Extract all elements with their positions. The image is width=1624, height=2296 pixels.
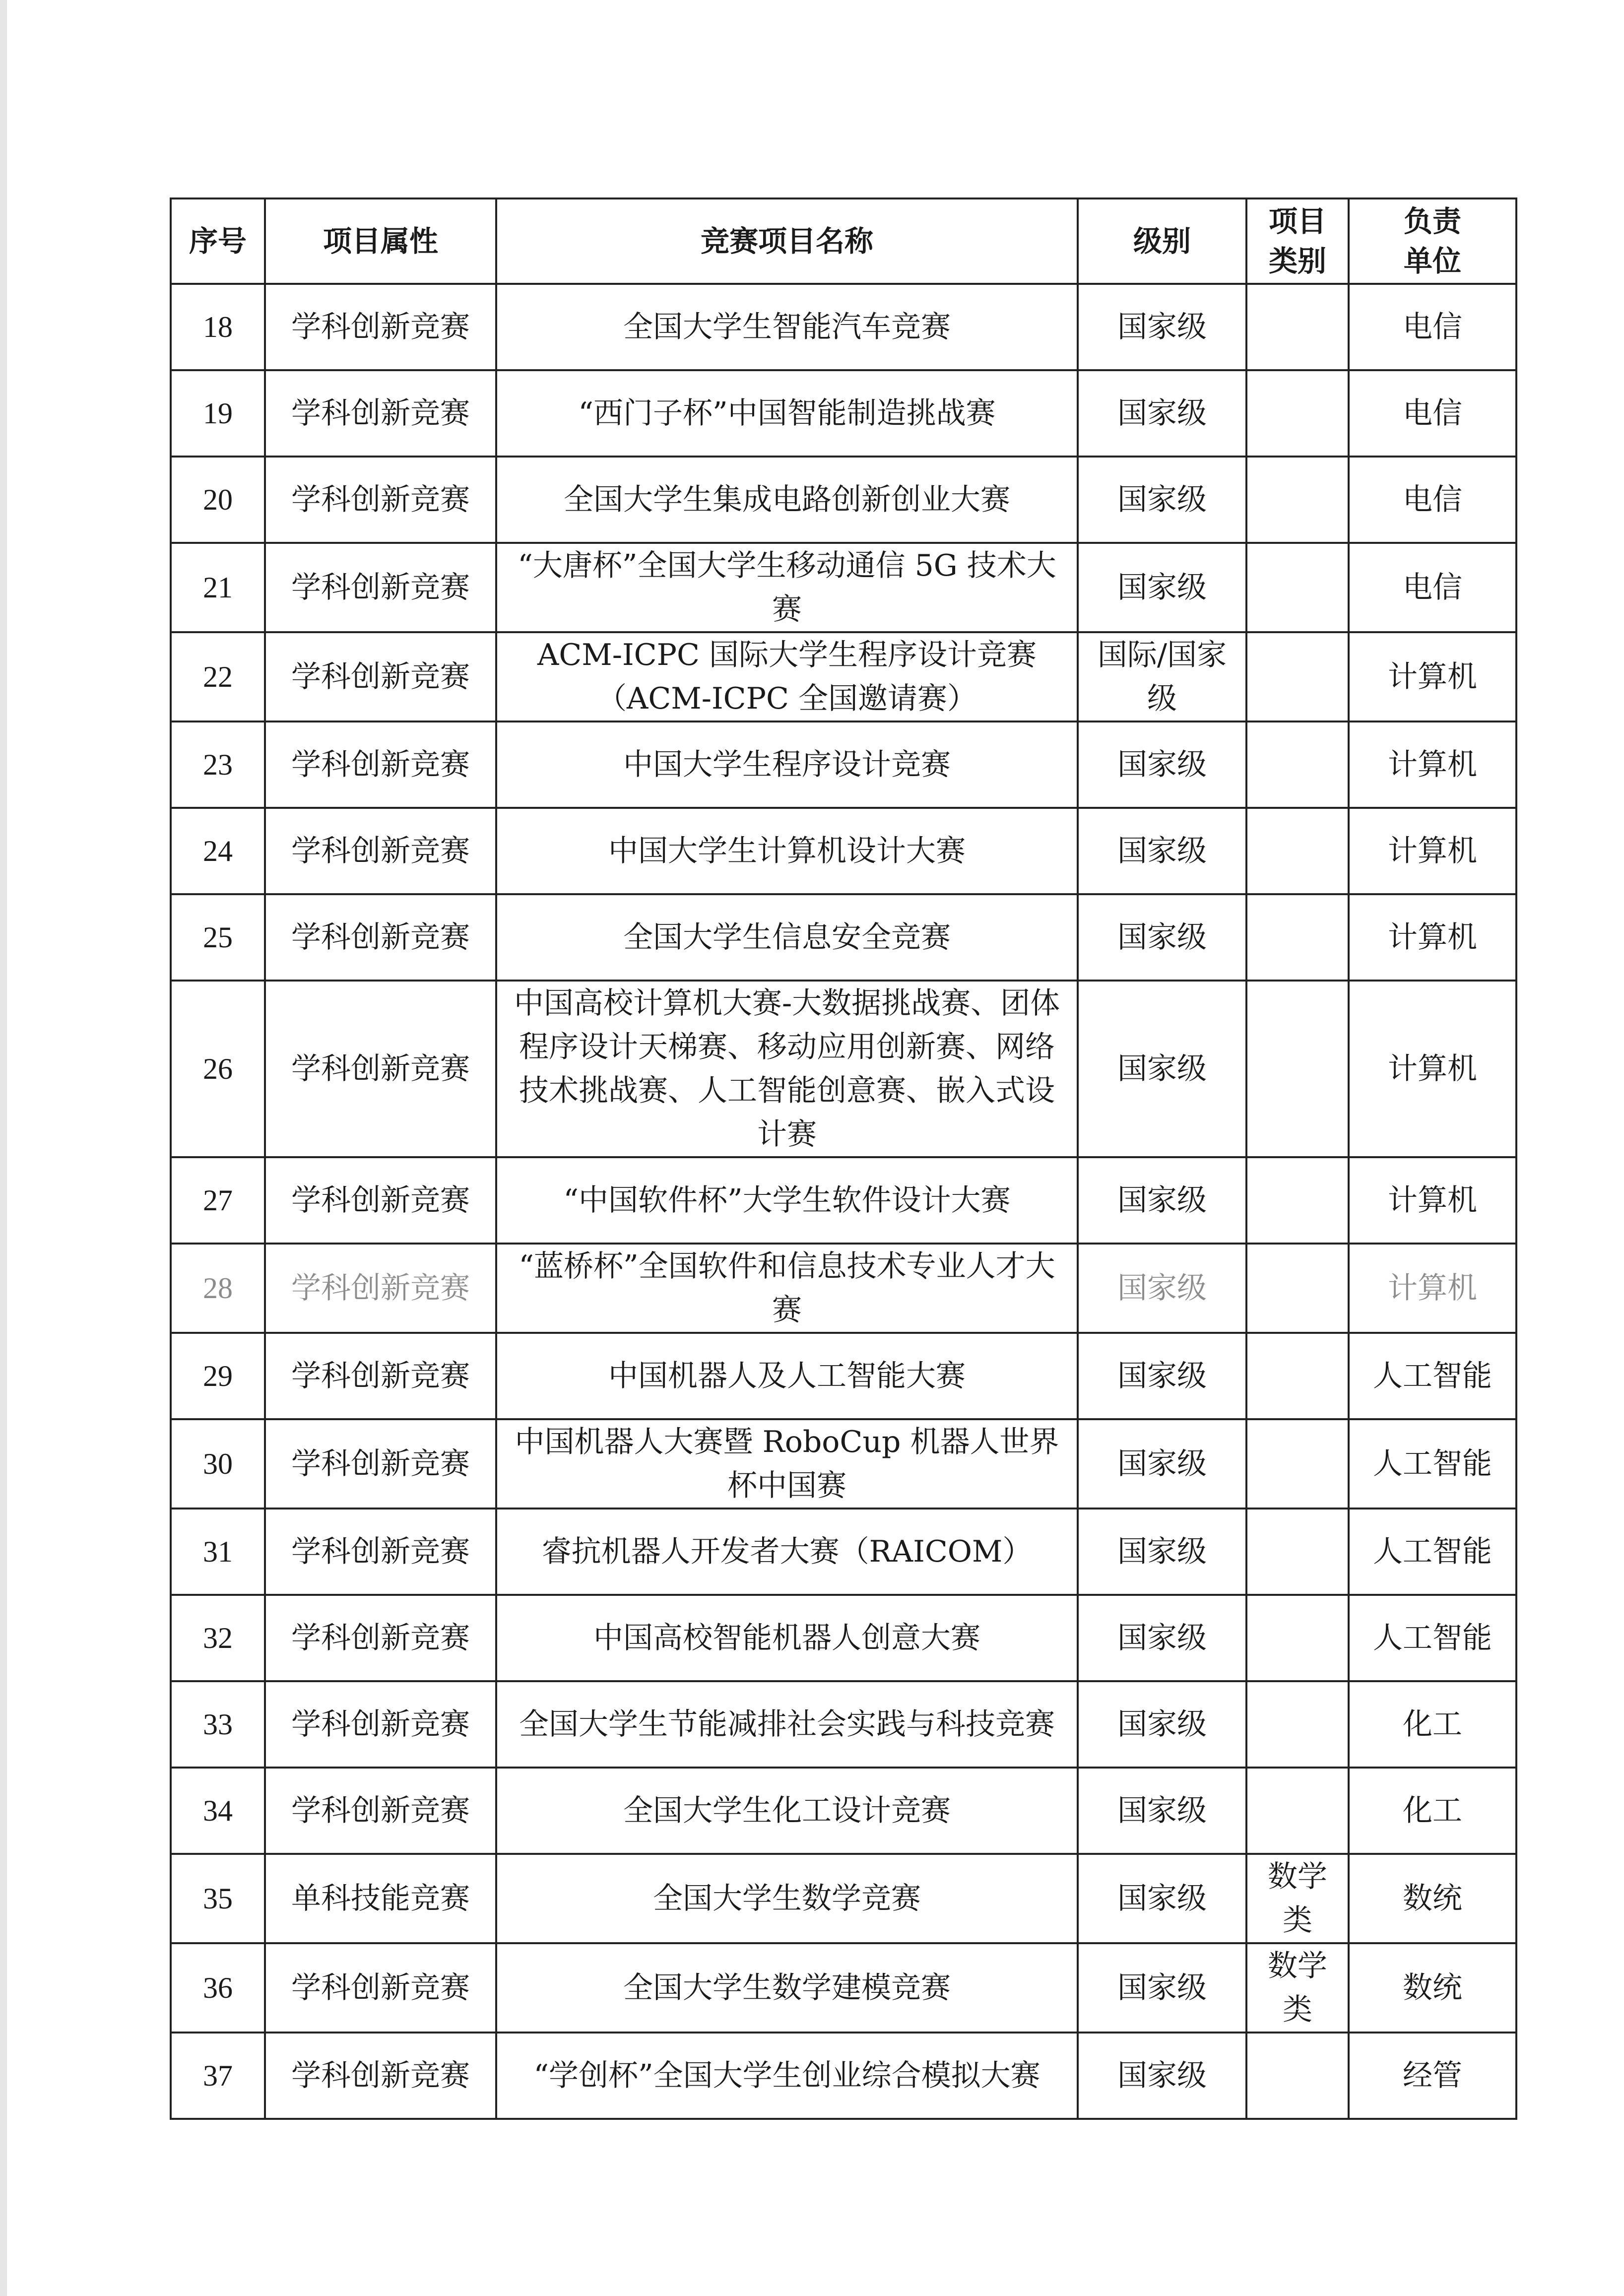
row-name: 中国机器人大赛暨 RoboCup 机器人世界杯中国赛	[496, 1419, 1078, 1509]
table-row	[171, 981, 1516, 1157]
row-id: 30	[171, 1419, 265, 1509]
row-attribute: 学科创新竞赛	[265, 1157, 496, 1244]
row-level: 国家级	[1078, 370, 1246, 457]
row-level: 国家级	[1078, 1333, 1246, 1419]
row-unit: 人工智能	[1349, 1419, 1516, 1509]
row-name: 全国大学生数学建模竞赛	[496, 1943, 1078, 2033]
header-id: 序号	[171, 198, 265, 284]
row-level: 国家级	[1078, 1244, 1246, 1333]
row-category	[1246, 370, 1349, 457]
row-level: 国家级	[1078, 1419, 1246, 1509]
row-level: 国家级	[1078, 2033, 1246, 2119]
row-category: 数学类	[1246, 1854, 1349, 1943]
row-name: 全国大学生智能汽车竞赛	[496, 284, 1078, 370]
table-row	[171, 1854, 1516, 1943]
header-unit: 负责 单位	[1349, 198, 1516, 284]
row-category	[1246, 808, 1349, 894]
row-unit: 计算机	[1349, 632, 1516, 722]
table-row	[171, 2033, 1516, 2119]
table-row	[171, 632, 1516, 722]
row-category	[1246, 1595, 1349, 1681]
row-id: 20	[171, 457, 265, 543]
row-attribute: 学科创新竞赛	[265, 632, 496, 722]
row-unit: 化工	[1349, 1768, 1516, 1854]
row-level: 国家级	[1078, 284, 1246, 370]
row-name: 中国高校智能机器人创意大赛	[496, 1595, 1078, 1681]
row-name: 中国大学生计算机设计大赛	[496, 808, 1078, 894]
row-id: 24	[171, 808, 265, 894]
table-row	[171, 1595, 1516, 1681]
table-row	[171, 894, 1516, 981]
row-attribute: 学科创新竞赛	[265, 981, 496, 1157]
row-id: 36	[171, 1943, 265, 2033]
row-attribute: 学科创新竞赛	[265, 543, 496, 632]
row-category	[1246, 543, 1349, 632]
row-unit: 人工智能	[1349, 1333, 1516, 1419]
row-unit: 计算机	[1349, 1244, 1516, 1333]
row-unit: 计算机	[1349, 808, 1516, 894]
table-row	[171, 1681, 1516, 1768]
row-attribute: 学科创新竞赛	[265, 722, 496, 808]
row-name: 全国大学生节能减排社会实践与科技竞赛	[496, 1681, 1078, 1768]
row-attribute: 学科创新竞赛	[265, 1333, 496, 1419]
row-attribute: 学科创新竞赛	[265, 1768, 496, 1854]
row-category	[1246, 457, 1349, 543]
row-attribute: 学科创新竞赛	[265, 1595, 496, 1681]
row-name: 全国大学生集成电路创新创业大赛	[496, 457, 1078, 543]
row-level: 国家级	[1078, 1768, 1246, 1854]
table-row	[171, 1509, 1516, 1595]
row-id: 23	[171, 722, 265, 808]
row-category	[1246, 722, 1349, 808]
table-row	[171, 722, 1516, 808]
table-row	[171, 1419, 1516, 1509]
row-level: 国家级	[1078, 722, 1246, 808]
row-attribute: 学科创新竞赛	[265, 1681, 496, 1768]
row-name: 中国大学生程序设计竞赛	[496, 722, 1078, 808]
row-name: 中国机器人及人工智能大赛	[496, 1333, 1078, 1419]
row-id: 29	[171, 1333, 265, 1419]
row-name: 全国大学生信息安全竞赛	[496, 894, 1078, 981]
row-category	[1246, 284, 1349, 370]
row-name: 全国大学生化工设计竞赛	[496, 1768, 1078, 1854]
table-row	[171, 543, 1516, 632]
row-id: 22	[171, 632, 265, 722]
row-category	[1246, 1681, 1349, 1768]
row-attribute: 单科技能竞赛	[265, 1854, 496, 1943]
row-category	[1246, 1244, 1349, 1333]
row-level: 国家级	[1078, 894, 1246, 981]
row-unit: 数统	[1349, 1854, 1516, 1943]
competition-table	[170, 197, 1517, 2120]
table-row	[171, 808, 1516, 894]
row-level: 国家级	[1078, 457, 1246, 543]
row-id: 19	[171, 370, 265, 457]
table-row	[171, 1943, 1516, 2033]
header-category: 项目 类别	[1246, 198, 1349, 284]
header-level: 级别	[1078, 198, 1246, 284]
row-unit: 人工智能	[1349, 1509, 1516, 1595]
row-id: 35	[171, 1854, 265, 1943]
row-name: ACM-ICPC 国际大学生程序设计竞赛（ACM-ICPC 全国邀请赛）	[496, 632, 1078, 722]
row-unit: 电信	[1349, 284, 1516, 370]
row-unit: 计算机	[1349, 1157, 1516, 1244]
row-attribute: 学科创新竞赛	[265, 1509, 496, 1595]
row-unit: 计算机	[1349, 894, 1516, 981]
table-row	[171, 1333, 1516, 1419]
row-id: 27	[171, 1157, 265, 1244]
row-level: 国家级	[1078, 1595, 1246, 1681]
row-attribute: 学科创新竞赛	[265, 894, 496, 981]
row-unit: 数统	[1349, 1943, 1516, 2033]
table-row	[171, 1244, 1516, 1333]
row-id: 34	[171, 1768, 265, 1854]
row-level: 国家级	[1078, 1681, 1246, 1768]
row-category	[1246, 894, 1349, 981]
row-attribute: 学科创新竞赛	[265, 1244, 496, 1333]
row-name: “西门子杯”中国智能制造挑战赛	[496, 370, 1078, 457]
row-attribute: 学科创新竞赛	[265, 370, 496, 457]
row-name: 中国高校计算机大赛-大数据挑战赛、团体程序设计天梯赛、移动应用创新赛、网络技术挑战赛、人工智能创意赛、嵌入式设计赛	[496, 981, 1078, 1157]
row-category	[1246, 1157, 1349, 1244]
row-category	[1246, 1419, 1349, 1509]
row-level: 国家级	[1078, 543, 1246, 632]
table-row	[171, 284, 1516, 370]
row-attribute: 学科创新竞赛	[265, 808, 496, 894]
row-attribute: 学科创新竞赛	[265, 284, 496, 370]
row-id: 18	[171, 284, 265, 370]
row-id: 28	[171, 1244, 265, 1333]
row-unit: 计算机	[1349, 981, 1516, 1157]
row-unit: 电信	[1349, 543, 1516, 632]
page-edge	[0, 0, 7, 2296]
row-category	[1246, 981, 1349, 1157]
row-name: “大唐杯”全国大学生移动通信 5G 技术大赛	[496, 543, 1078, 632]
header-attribute: 项目属性	[265, 198, 496, 284]
row-level: 国家级	[1078, 808, 1246, 894]
row-unit: 电信	[1349, 457, 1516, 543]
row-id: 37	[171, 2033, 265, 2119]
table-row	[171, 1768, 1516, 1854]
row-unit: 计算机	[1349, 722, 1516, 808]
row-category	[1246, 1333, 1349, 1419]
table-row	[171, 457, 1516, 543]
row-unit: 经管	[1349, 2033, 1516, 2119]
row-unit: 人工智能	[1349, 1595, 1516, 1681]
row-attribute: 学科创新竞赛	[265, 1419, 496, 1509]
row-attribute: 学科创新竞赛	[265, 457, 496, 543]
header-name: 竞赛项目名称	[496, 198, 1078, 284]
row-category	[1246, 1768, 1349, 1854]
table-row	[171, 370, 1516, 457]
row-category	[1246, 632, 1349, 722]
row-id: 26	[171, 981, 265, 1157]
row-attribute: 学科创新竞赛	[265, 2033, 496, 2119]
row-unit: 电信	[1349, 370, 1516, 457]
row-attribute: 学科创新竞赛	[265, 1943, 496, 2033]
table-row	[171, 1157, 1516, 1244]
header-row	[171, 198, 1516, 284]
row-id: 21	[171, 543, 265, 632]
row-level: 国家级	[1078, 1509, 1246, 1595]
row-name: “中国软件杯”大学生软件设计大赛	[496, 1157, 1078, 1244]
row-level: 国家级	[1078, 1943, 1246, 2033]
row-category	[1246, 1509, 1349, 1595]
row-level: 国际/国家级	[1078, 632, 1246, 722]
row-name: “蓝桥杯”全国软件和信息技术专业人才大赛	[496, 1244, 1078, 1333]
row-id: 33	[171, 1681, 265, 1768]
row-name: “学创杯”全国大学生创业综合模拟大赛	[496, 2033, 1078, 2119]
row-name: 睿抗机器人开发者大赛（RAICOM）	[496, 1509, 1078, 1595]
row-name: 全国大学生数学竞赛	[496, 1854, 1078, 1943]
row-level: 国家级	[1078, 981, 1246, 1157]
row-category: 数学类	[1246, 1943, 1349, 2033]
row-id: 32	[171, 1595, 265, 1681]
row-level: 国家级	[1078, 1157, 1246, 1244]
row-category	[1246, 2033, 1349, 2119]
row-id: 31	[171, 1509, 265, 1595]
row-id: 25	[171, 894, 265, 981]
row-unit: 化工	[1349, 1681, 1516, 1768]
row-level: 国家级	[1078, 1854, 1246, 1943]
